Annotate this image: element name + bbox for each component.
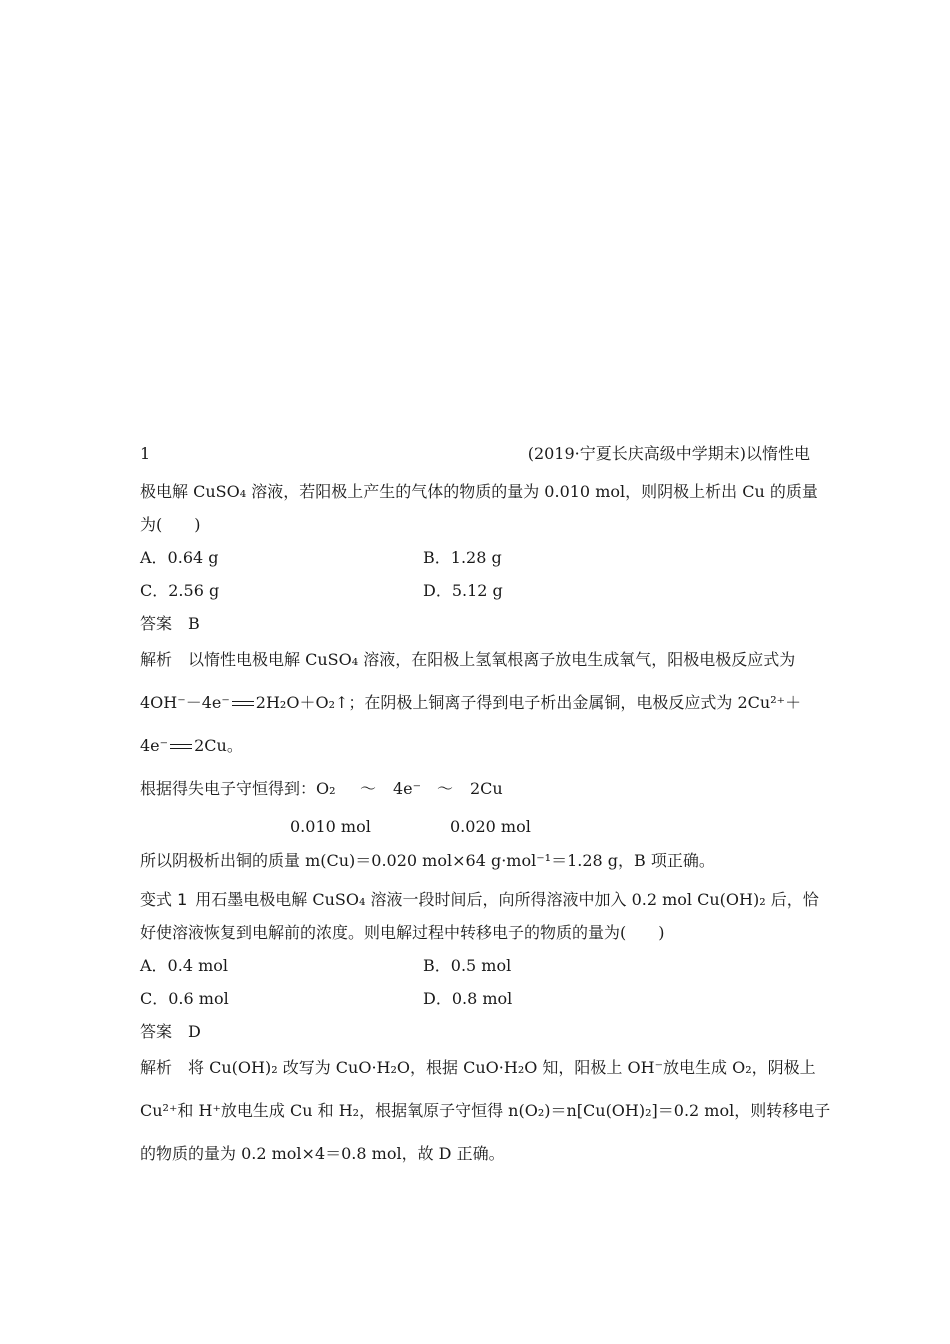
variant-analysis-label: 解析 xyxy=(140,1058,173,1077)
variant-option-a: A．0.4 mol xyxy=(140,956,229,975)
amount-electrons: 0.020 mol xyxy=(450,817,531,836)
option-b: B．1.28 g xyxy=(423,548,502,567)
variant-option-b: B．0.5 mol xyxy=(423,956,512,975)
variant-answer-value: D xyxy=(188,1022,201,1041)
tilde-2: ～ xyxy=(437,779,454,798)
variant-stem-line-1 xyxy=(140,890,819,910)
analysis-label: 解析 xyxy=(140,650,173,669)
option-d: D．5.12 g xyxy=(423,581,503,600)
question-source: (2019·宁夏长庆高级中学期末)以惰性电 xyxy=(527,444,810,463)
variant-option-d: D．0.8 mol xyxy=(423,989,513,1008)
variant-answer-row xyxy=(140,1022,201,1042)
question-stem-line-3: 为( ) xyxy=(140,515,201,534)
cathode-reaction-left: 4e⁻ xyxy=(140,736,169,755)
analysis-text-3: 2Cu。 xyxy=(194,736,243,755)
mass-conclusion: 所以阴极析出铜的质量 m(Cu)＝0.020 mol×64 g·mol⁻¹＝1.28 g，B 项正确。 xyxy=(140,851,715,870)
variant-stem-line-2: 好使溶液恢复到电解前的浓度。则电解过程中转移电子的物质的量为( ) xyxy=(140,923,665,942)
anode-reaction-left: 4OH⁻－4e⁻ xyxy=(140,693,230,712)
variant-stem-text-1: 用石墨电极电解 CuSO₄ 溶液一段时间后，向所得溶液中加入 0.2 mol Cu(OH)₂ 后，恰 xyxy=(195,890,819,909)
copper: 2Cu xyxy=(470,779,503,798)
analysis-line-2 xyxy=(140,693,801,713)
variant-option-c: C．0.6 mol xyxy=(140,989,229,1008)
question-stem-line-2: 极电解 CuSO₄ 溶液，若阳极上产生的气体的物质的量为 0.010 mol，则阴极上析出 Cu 的质量 xyxy=(140,482,818,501)
tilde-1: ～ xyxy=(360,779,377,798)
equals-sign xyxy=(170,744,192,749)
answer-value: B xyxy=(188,614,200,633)
variant-answer-label: 答案 xyxy=(140,1022,173,1041)
analysis-line-3 xyxy=(140,736,243,756)
analysis-text-2: 2H₂O＋O₂↑；在阴极上铜离子得到电子析出金属铜，电极反应式为 2Cu²⁺＋ xyxy=(255,693,802,712)
variant-analysis-text-1: 将 Cu(OH)₂ 改写为 CuO·H₂O，根据 CuO·H₂O 知，阳极上 OH⁻放电生成 O₂，阴极上 xyxy=(188,1058,816,1077)
conservation-label: 根据得失电子守恒得到：O₂ xyxy=(140,779,336,798)
analysis-line-1 xyxy=(140,650,795,670)
variant-analysis-line-2: Cu²⁺和 H⁺放电生成 Cu 和 H₂，根据氧原子守恒得 n(O₂)＝n[Cu(OH)₂]＝0.2 mol，则转移电子 xyxy=(140,1101,831,1120)
variant-label: 变式 1 xyxy=(140,890,188,909)
variant-analysis-line-3: 的物质的量为 0.2 mol×4＝0.8 mol，故 D 正确。 xyxy=(140,1144,505,1163)
question-number: 1 xyxy=(140,444,151,463)
variant-analysis-line-1 xyxy=(140,1058,816,1078)
answer-label: 答案 xyxy=(140,614,173,633)
answer-row xyxy=(140,614,200,634)
amount-o2: 0.010 mol xyxy=(290,817,371,836)
option-c: C．2.56 g xyxy=(140,581,220,600)
equals-sign xyxy=(232,701,254,706)
analysis-text-1: 以惰性电极电解 CuSO₄ 溶液，在阳极上氢氧根离子放电生成氧气，阳极电极反应式为 xyxy=(188,650,796,669)
electrons: 4e⁻ xyxy=(393,779,422,798)
option-a: A．0.64 g xyxy=(140,548,219,567)
